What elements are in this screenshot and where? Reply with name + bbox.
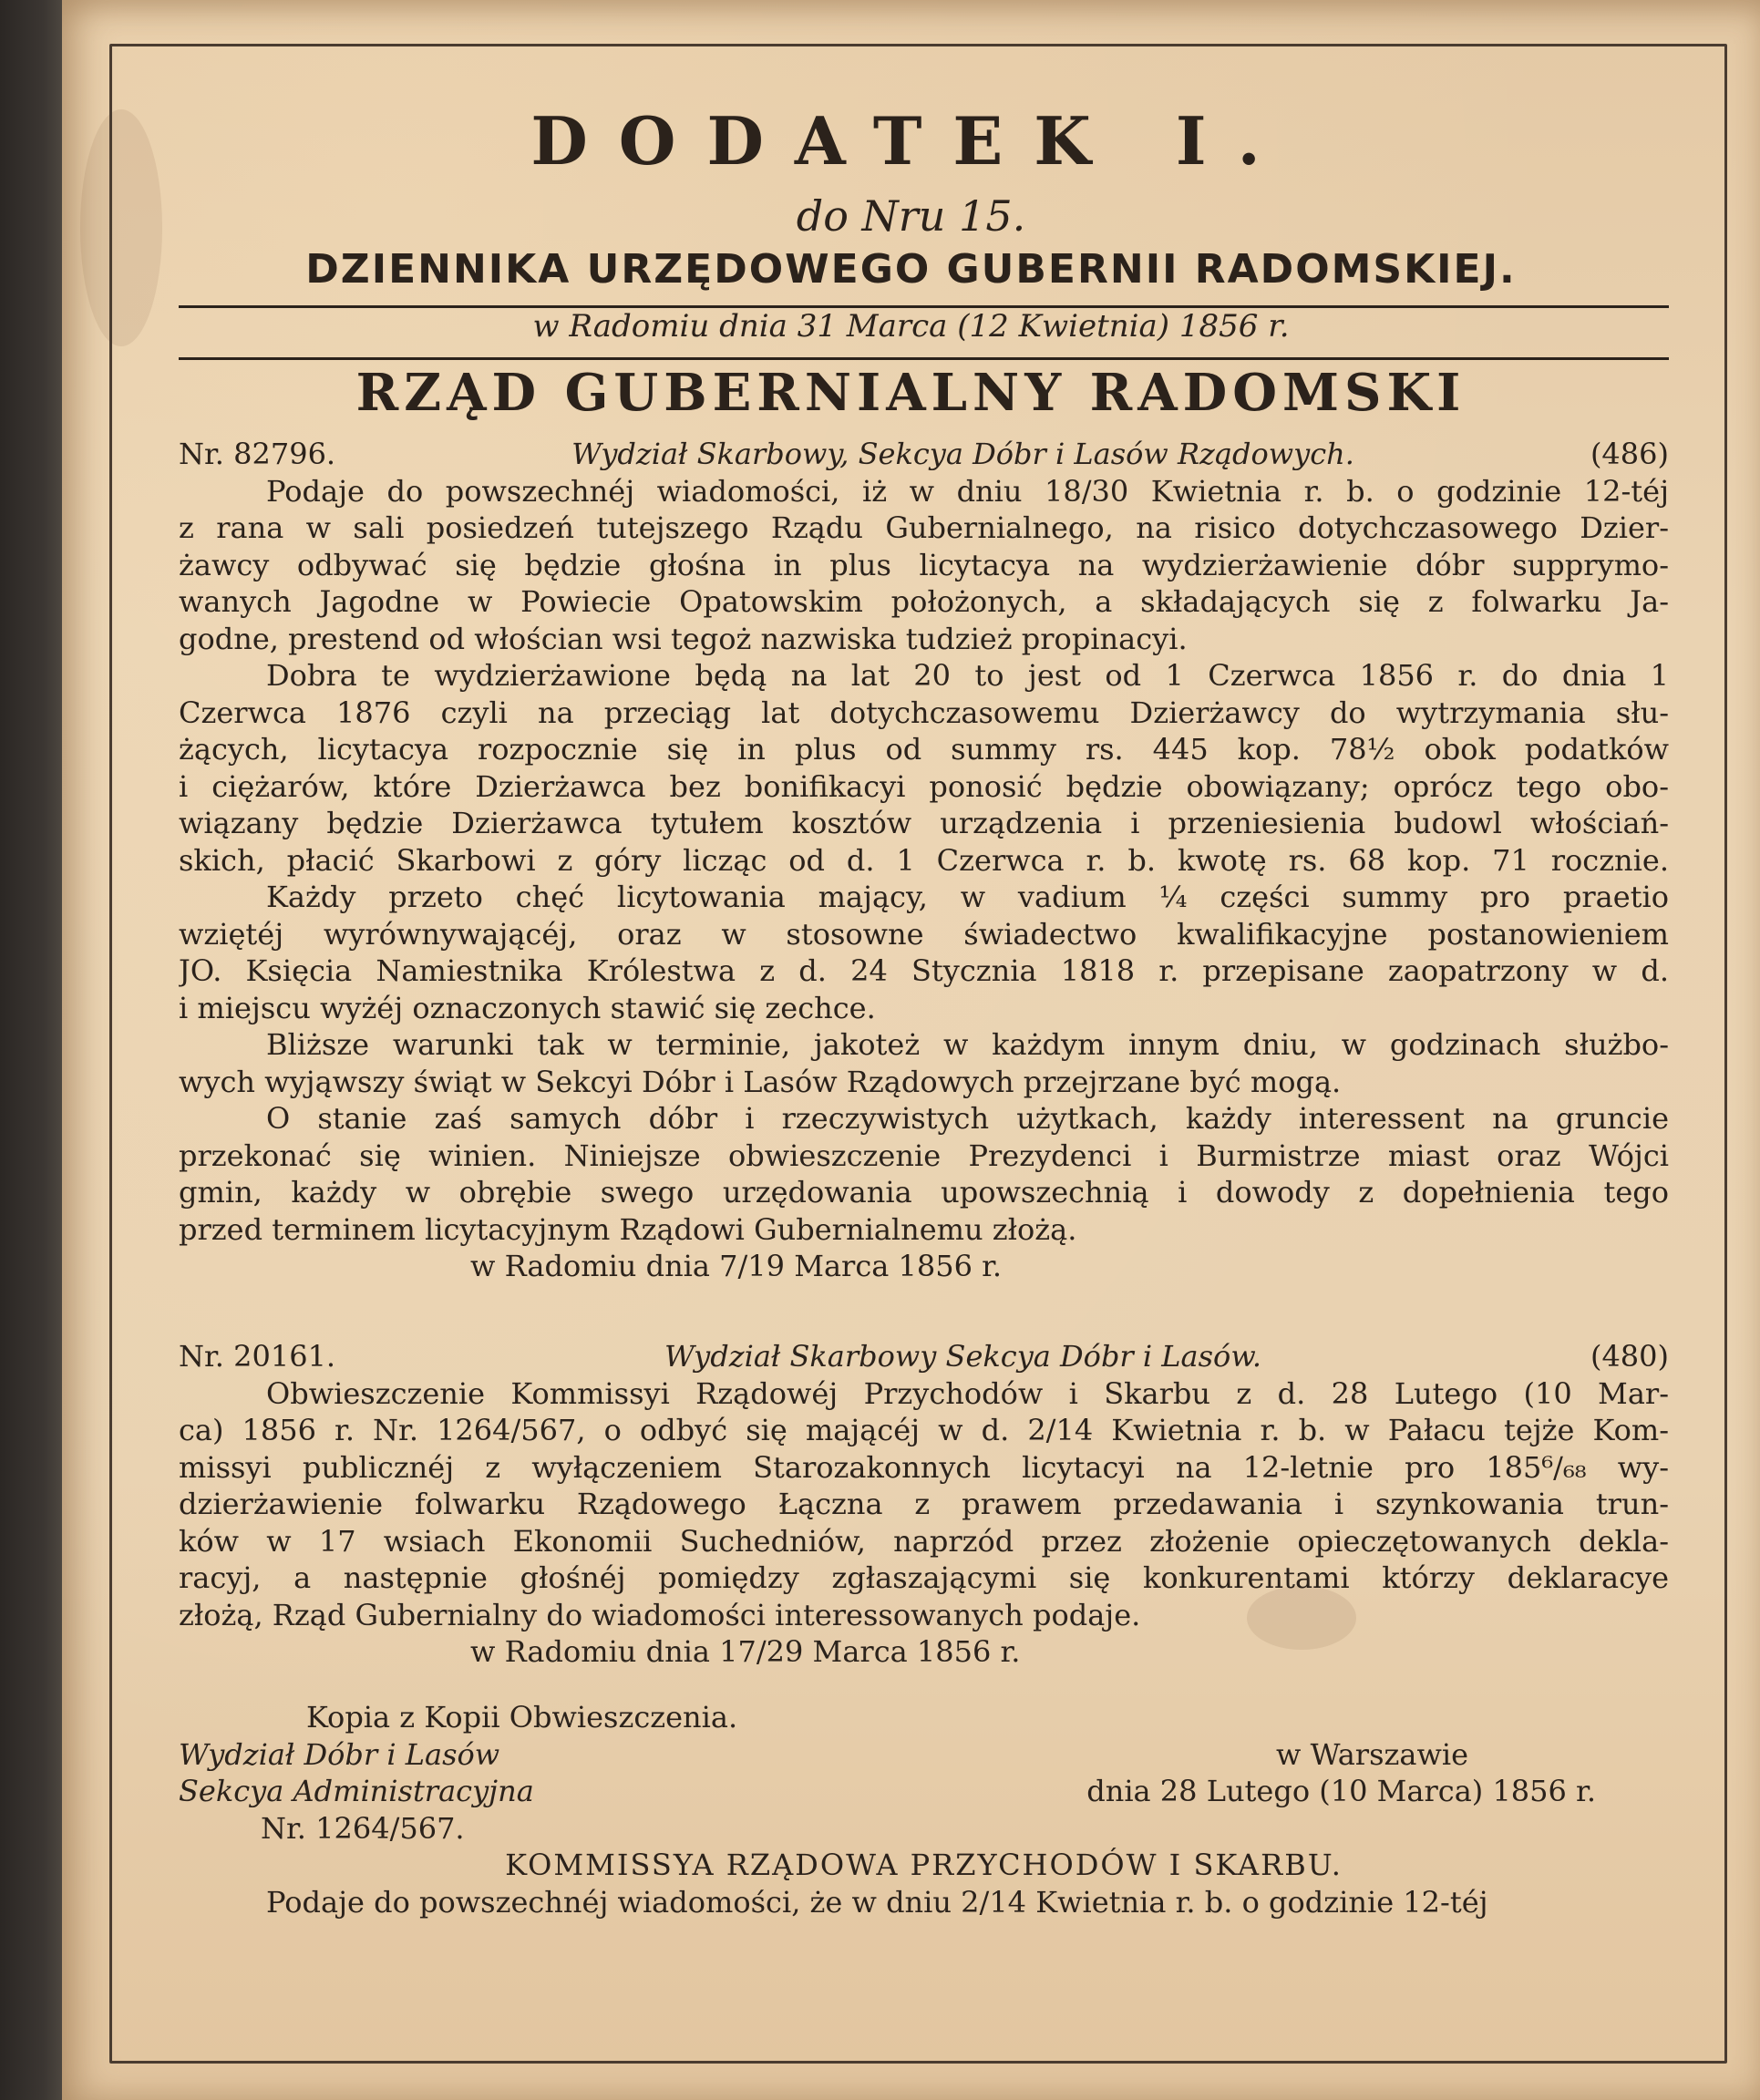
- authority-title: RZĄD GUBERNIALNY RADOMSKI: [355, 363, 1467, 423]
- masthead-paper-name: DZIENNIKA URZĘDOWEGO GUBERNII RADOMSKIEJ.: [305, 246, 1517, 293]
- text-line: godne, prestend od włościan wsi tegoż nazwiska tudzież propinacyi.: [179, 621, 1188, 656]
- text-line: przed terminem licytacyjnym Rządowi Gubernialnemu złożą.: [179, 1211, 1077, 1247]
- notice-1-department: Wydział Skarbowy, Sekcya Dóbr i Lasów Rządowych.: [571, 437, 1354, 471]
- copy-first-line: Podaje do powszechnéj wiadomości, że w dniu 2/14 Kwietnia r. b. o godzinie 12-téj: [266, 1884, 1488, 1920]
- notice-2-header: [179, 1338, 1669, 1375]
- copy-section: [179, 1699, 1669, 1920]
- text-line: racyj, a następnie głośnéj pomiędzy zgłaszającymi się konkurentami którzy deklaracye: [179, 1560, 1669, 1595]
- copy-date: dnia 28 Lutego (10 Marca) 1856 r.: [1086, 1774, 1596, 1808]
- notice-1-header: [179, 436, 1669, 473]
- notice-2-department: Wydział Skarbowy Sekcya Dóbr i Lasów.: [664, 1339, 1262, 1374]
- text-line: wych wyjąwszy świąt w Sekcyi Dóbr i Lasów Rządowych przejrzane być mogą.: [179, 1064, 1342, 1099]
- text-line: Dobra te wydzierżawione będą na lat 20 to jest od 1 Czerwca 1856 r. do dnia 1: [266, 658, 1669, 693]
- copy-number: Nr. 1264/567.: [261, 1810, 465, 1846]
- notice-1-number: Nr. 82796.: [179, 437, 336, 471]
- masthead-issue: do Nru 15.: [796, 191, 1026, 241]
- masthead-title: DODATEK I.: [530, 102, 1292, 180]
- notice-2-ref: (480): [1590, 1339, 1669, 1374]
- notice-1-ref: (486): [1590, 437, 1669, 471]
- notice-2: [179, 1338, 1669, 1671]
- text-line: O stanie zaś samych dóbr i rzeczywistych użytkach, każdy interessent na gruncie: [266, 1101, 1669, 1136]
- copy-heading: Kopia z Kopii Obwieszczenia.: [306, 1700, 738, 1735]
- copy-place: w Warszawie: [1276, 1736, 1468, 1772]
- text-line: skich, płacić Skarbowi z góry licząc od d. 1 Czerwca r. b. kwotę rs. 68 kop. 71 rocznie.: [179, 842, 1669, 878]
- text-line: żawcy odbywać się będzie głośna in plus licytacya na wydzierżawienie dóbr supprymo-: [179, 547, 1669, 582]
- text-line: wiązany będzie Dzierżawca tytułem kosztów urządzenia i przeniesienia budowl włościań-: [179, 806, 1669, 840]
- text-line: gmin, każdy w obrębie swego urzędowania upowszechnią i dowody z dopełnienia tego: [179, 1175, 1669, 1210]
- rule-bottom: [179, 357, 1669, 360]
- masthead-dateline: w Radomiu dnia 31 Marca (12 Kwietnia) 1856 r.: [532, 308, 1290, 345]
- text-line: przekonać się winien. Niniejsze obwieszczenie Prezydenci i Burmistrze miast oraz Wójci: [179, 1138, 1669, 1173]
- text-line: JO. Księcia Namiestnika Królestwa z d. 24 Stycznia 1818 r. przepisane zaopatrzony w d.: [179, 953, 1669, 988]
- copy-department-1: Wydział Dóbr i Lasów: [179, 1736, 500, 1772]
- text-line: ków w 17 wsiach Ekonomii Suchedniów, naprzód przez złożenie opieczętowanych dekla-: [179, 1523, 1669, 1559]
- text-line: Bliższe warunki tak w terminie, jakoteż w każdym innym dniu, w godzinach służbo-: [266, 1027, 1669, 1062]
- text-line: missyi publicznéj z wyłączeniem Starozakonnych licytacyi na 12-letnie pro 185⁶/₆₈ wy-: [179, 1449, 1669, 1485]
- text-line: ca) 1856 r. Nr. 1264/567, o odbyć się mającéj w d. 2/14 Kwietnia r. b. w Pałacu tejże Kom-: [179, 1413, 1669, 1447]
- copy-authority: KOMMISSYA RZĄDOWA PRZYCHODÓW I SKARBU.: [505, 1848, 1343, 1882]
- text-line: wziętéj wyrównywającéj, oraz w stosowne świadectwo kwalifikacyjne postanowieniem: [179, 916, 1669, 952]
- newspaper-page: [62, 0, 1760, 2100]
- notice-1-signoff: w Radomiu dnia 7/19 Marca 1856 r.: [470, 1249, 1003, 1283]
- text-line: z rana w sali posiedzeń tutejszego Rządu Gubernialnego, na risico dotychczasowego Dzier-: [179, 510, 1669, 545]
- text-line: Obwieszczenie Kommissyi Rządowéj Przychodów i Skarbu z d. 28 Lutego (10 Mar-: [266, 1375, 1669, 1411]
- text-line: żących, licytacya rozpocznie się in plus od summy rs. 445 kop. 78½ obok podatków: [179, 732, 1669, 767]
- copy-department-2: Sekcya Administracyjna: [179, 1774, 534, 1808]
- text-line: i miejscu wyżéj oznaczonych stawić się zechce.: [179, 990, 876, 1025]
- notice-2-number: Nr. 20161.: [179, 1339, 336, 1374]
- text-line: dzierżawienie folwarku Rządowego Łączna z prawem przedawania i szynkowania trun-: [179, 1487, 1669, 1521]
- notice-1-text: [179, 473, 1669, 1249]
- text-line: Czerwca 1876 czyli na przeciąg lat dotychczasowemu Dzierżawcy do wytrzymania słu-: [179, 695, 1669, 730]
- notice-1: [179, 436, 1669, 1285]
- text-line: i ciężarów, które Dzierżawca bez bonifikacyi ponosić będzie obowiązany; oprócz tego obo-: [179, 768, 1669, 804]
- notice-2-signoff: w Radomiu dnia 17/29 Marca 1856 r.: [470, 1634, 1021, 1669]
- text-line: Podaje do powszechnéj wiadomości, iż w dniu 18/30 Kwietnia r. b. o godzinie 12-téj: [266, 473, 1669, 509]
- notice-2-text: [179, 1375, 1669, 1634]
- text-line: Każdy przeto chęć licytowania mający, w vadium ¼ części summy pro praetio: [266, 880, 1669, 914]
- text-line: złożą, Rząd Gubernialny do wiadomości interessowanych podaje.: [179, 1597, 1141, 1632]
- book-binding: [0, 0, 62, 2100]
- text-line: wanych Jagodne w Powiecie Opatowskim położonych, a składających się z folwarku Ja-: [179, 584, 1669, 619]
